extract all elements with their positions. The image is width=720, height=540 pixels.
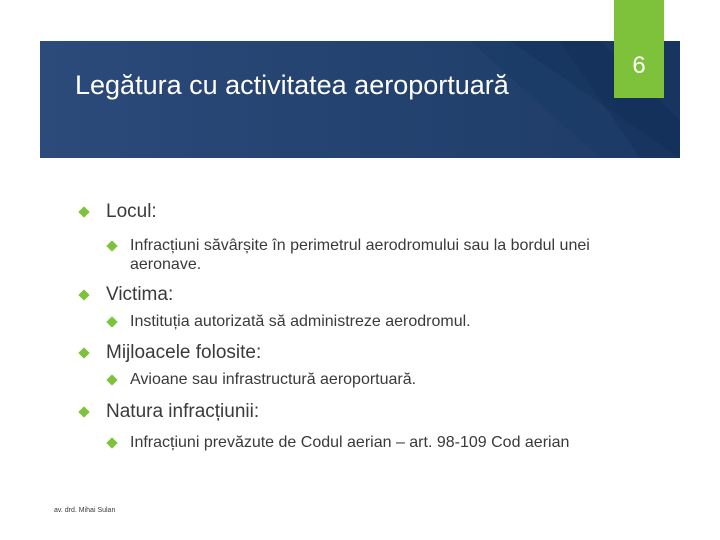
sub-bullet-item (108, 370, 648, 389)
diamond-bullet-icon (106, 316, 117, 327)
bullet-label: Victima: (106, 284, 174, 305)
bullet-label: Mijloacele folosite: (106, 342, 262, 363)
diamond-bullet-icon (78, 206, 89, 217)
sub-bullet-text: Infracțiuni săvârșite în perimetrul aerodromului sau la bordul unei aeronave. (130, 237, 590, 273)
diamond-bullet-icon (78, 289, 89, 300)
slide-number: 6 (632, 52, 646, 79)
sub-bullet-item (108, 433, 688, 452)
bullet-label: Natura infracțiunii: (106, 401, 260, 422)
diamond-bullet-icon (78, 347, 89, 358)
diamond-bullet-icon (78, 406, 89, 417)
bullet-label: Locul: (106, 201, 157, 222)
diamond-bullet-icon (106, 437, 117, 448)
sub-bullet-text: Infracțiuni prevăzute de Codul aerian – art. 98-109 Cod aerian (130, 434, 570, 451)
sub-bullet-item (108, 236, 648, 274)
slide-number-tab (614, 0, 664, 98)
slide-title: Legătura cu activitatea aeroportuară (75, 70, 509, 100)
slide-footer: av. drd. Mihai Sulan (54, 507, 116, 514)
diamond-bullet-icon (106, 374, 117, 385)
sub-bullet-item (108, 312, 648, 331)
bullet-item-victima (80, 283, 173, 307)
sub-bullet-text: Instituția autorizată să administreze aerodromul. (130, 313, 471, 330)
bullet-item-locul (80, 200, 157, 224)
diamond-bullet-icon (106, 240, 117, 251)
bullet-item-mijloacele (80, 341, 261, 365)
sub-bullet-text: Avioane sau infrastructură aeroportuară. (130, 371, 417, 388)
bullet-item-natura (80, 400, 259, 424)
